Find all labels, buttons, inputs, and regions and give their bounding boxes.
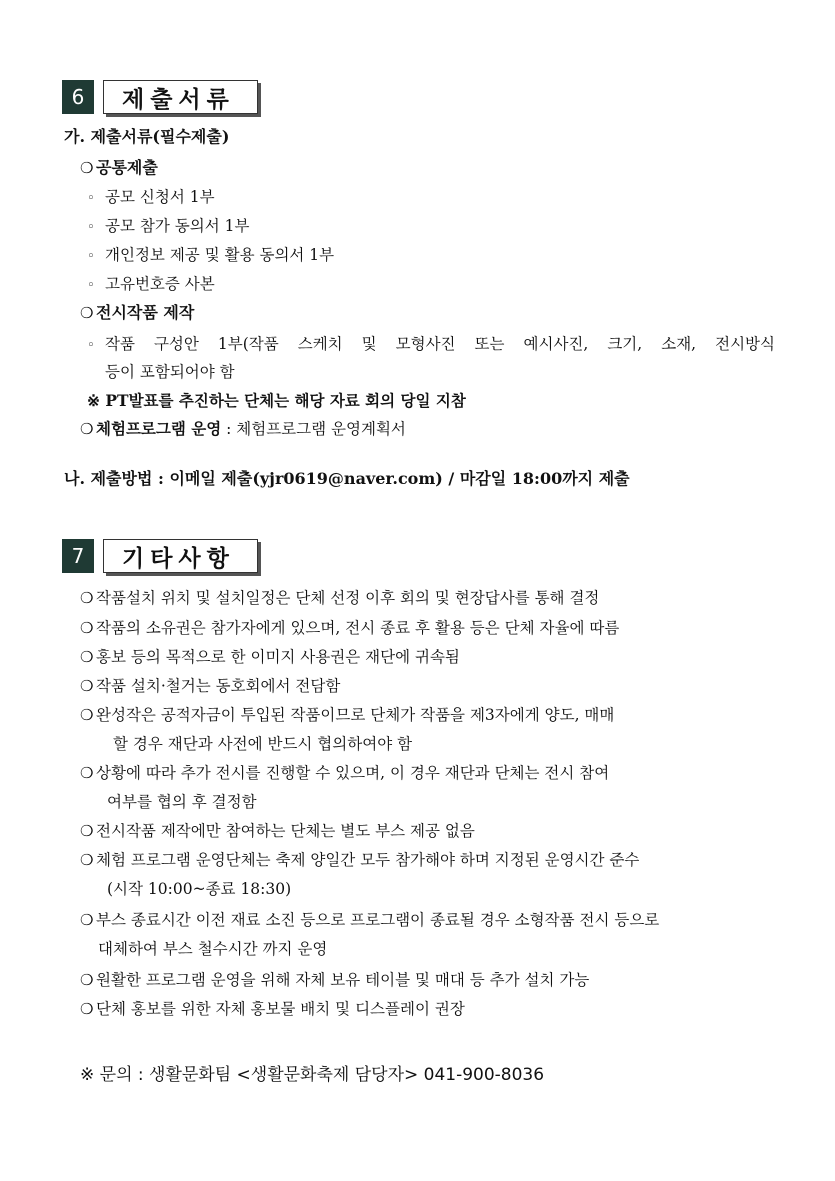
list-item: ❍ 작품 설치·철거는 동호회에서 전담함 [80,677,341,695]
list-item-continued: (시작 10:00~종료 18:30) [107,880,292,898]
ring-bullet-icon: ❍ [80,648,94,666]
section-number: 7 [62,539,94,573]
list-item: ◦ 고유번호증 사본 [87,273,215,297]
list-item-continued: 등이 포함되어야 함 [105,363,235,381]
section-number: 6 [62,80,94,114]
section-title: 제출서류 [103,80,258,114]
pt-note: ※ PT발표를 추진하는 단체는 해당 자료 회의 당일 지참 [87,391,466,410]
list-item-continued: 할 경우 재단과 사전에 반드시 협의하여야 함 [113,735,413,753]
list-item: ◦ 개인정보 제공 및 활용 동의서 1부 [87,244,334,268]
bullet-icon: ◦ [87,191,95,206]
subheading-b: 나. 제출방법 : 이메일 제출(yjr0619@naver.com) / 마감일 18:00까지 제출 [64,469,630,488]
list-item: ❍ 작품의 소유권은 참가자에게 있으며, 전시 종료 후 활용 등은 단체 자율에 따름 [80,619,620,637]
list-item: ❍ 단체 홍보를 위한 자체 홍보물 배치 및 디스플레이 권장 [80,1000,465,1018]
ring-bullet-icon: ❍ [80,851,94,869]
list-item: ❍ 완성작은 공적자금이 투입된 작품이므로 단체가 작품을 제3자에게 양도, 매매 [80,706,615,724]
ring-bullet-icon: ❍ [80,589,94,607]
ring-bullet-icon: ❍ [80,619,94,637]
list-item: ❍ 체험 프로그램 운영단체는 축제 양일간 모두 참가해야 하며 지정된 운영시간 준수 [80,851,640,869]
list-item: ❍ 전시작품 제작에만 참여하는 단체는 별도 부스 제공 없음 [80,822,475,840]
bullet-icon: ◦ [87,249,95,264]
list-item-continued: 대체하여 부스 철수시간 까지 운영 [98,940,328,958]
list-item: ❍ 홍보 등의 목적으로 한 이미지 사용권은 재단에 귀속됨 [80,648,460,666]
list-item-continued: 여부를 협의 후 결정함 [107,793,257,811]
ring-bullet-icon: ❍ [80,304,94,322]
ring-bullet-icon: ❍ [80,911,94,929]
ring-bullet-icon: ❍ [80,971,94,989]
bullet-icon: ◦ [87,220,95,235]
list-item: ◦ 작품 구성안 1부(작품 스케치 및 모형사진 또는 예시사진, 크기, 소재, 전시방식 [87,333,775,357]
list-item: ❍ 작품설치 위치 및 설치일정은 단체 선정 이후 회의 및 현장답사를 통해 결정 [80,589,600,607]
list-item: ❍ 원활한 프로그램 운영을 위해 자체 보유 테이블 및 매대 등 추가 설치 가능 [80,971,590,989]
exhibit-head: ❍ 전시작품 제작 [80,303,195,322]
section-7-header [62,539,258,573]
ring-bullet-icon: ❍ [80,677,94,695]
list-item: ❍ 상황에 따라 추가 전시를 진행할 수 있으며, 이 경우 재단과 단체는 전시 참여 [80,764,610,782]
ring-bullet-icon: ❍ [80,159,94,177]
ring-bullet-icon: ❍ [80,764,94,782]
ring-bullet-icon: ❍ [80,1000,94,1018]
common-head: ❍ 공통제출 [80,158,158,177]
ring-bullet-icon: ❍ [80,822,94,840]
list-item: ❍ 부스 종료시간 이전 재료 소진 등으로 프로그램이 종료될 경우 소형작품 전시 등으로 [80,911,660,929]
ring-bullet-icon: ❍ [80,420,94,438]
section-6-header [62,80,258,114]
bullet-icon: ◦ [87,278,95,293]
bullet-icon: ◦ [87,338,95,353]
subheading-a: 가. 제출서류(필수제출) [64,127,230,146]
section-title: 기타사항 [103,539,258,573]
list-item: ◦ 공모 신청서 1부 [87,186,215,210]
contact-info: ※ 문의 : 생활문화팀 <생활문화축제 담당자> 041-900-8036 [80,1065,545,1085]
program-head: ❍ 체험프로그램 운영 : 체험프로그램 운영계획서 [80,419,406,438]
list-item: ◦ 공모 참가 동의서 1부 [87,215,249,239]
ring-bullet-icon: ❍ [80,706,94,724]
